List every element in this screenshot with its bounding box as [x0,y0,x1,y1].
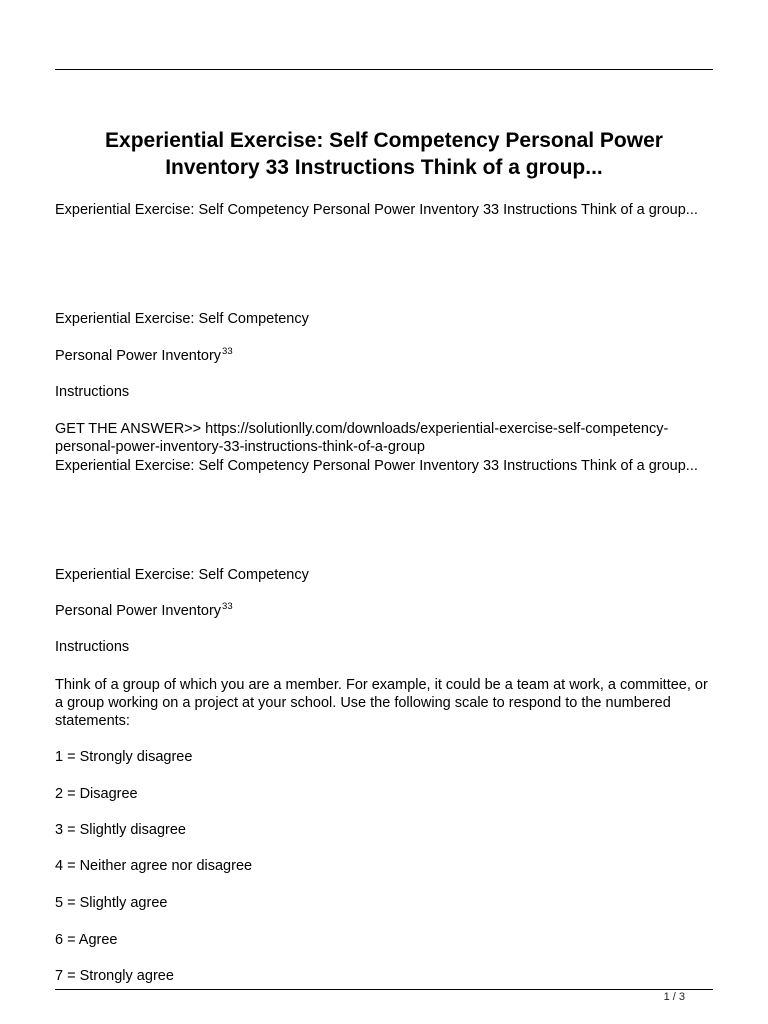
section1-subheading-text: Personal Power Inventory [55,348,222,364]
section1-superscript: 33 [222,346,233,357]
section2-subheading-text: Personal Power Inventory [55,603,222,619]
intro-paragraph: Experiential Exercise: Self Competency Personal Power Inventory 33 Instructions Think of a group... [55,202,698,218]
section2-heading: Experiential Exercise: Self Competency [55,567,309,583]
scale-item: 4 = Neither agree nor disagree [55,858,253,874]
page-indicator: 1 / 3 [663,991,685,1003]
scale-item: 6 = Agree [55,932,118,948]
scale-item: 7 = Strongly agree [55,968,174,984]
section2-body-paragraph: Think of a group of which you are a member. For example, it could be a team at work, a committee, or a group working on a project at your school. Use the following scale to respond to the numbered statements: [55,677,708,729]
document-title: Experiential Exercise: Self Competency Personal Power Inventory 33 Instructions Think of a group... [105,129,663,179]
section2-subheading [55,602,715,622]
section1-subheading [55,347,715,367]
section1-heading: Experiential Exercise: Self Competency [55,311,309,327]
section2-superscript: 33 [222,601,233,612]
answer-link-prefix: GET THE ANSWER>> [55,421,206,437]
scale-item: 3 = Slightly disagree [55,822,186,838]
answer-link-line [55,420,715,456]
scale-item: 2 = Disagree [55,786,138,802]
section1-instructions-label: Instructions [55,384,130,400]
answer-link[interactable]: https://solutionlly.com/downloads/experiential-exercise-self-competency-personal-power-inventory-33-instructions-think-of-a-group [55,421,669,455]
section2-instructions-label: Instructions [55,639,130,655]
repeat-summary-paragraph: Experiential Exercise: Self Competency Personal Power Inventory 33 Instructions Think of a group... [55,458,698,474]
scale-item: 5 = Slightly agree [55,895,168,911]
scale-item: 1 = Strongly disagree [55,749,193,765]
top-divider [55,69,713,70]
